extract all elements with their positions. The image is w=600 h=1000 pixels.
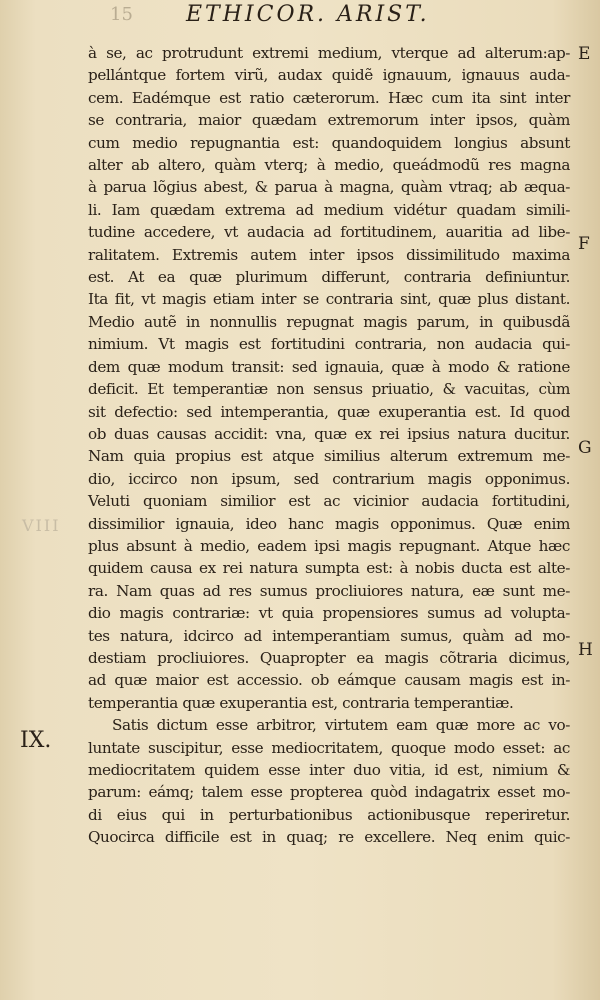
text-line: luntate suscipitur, esse mediocritatem, quoque modo esset: ac: [88, 738, 570, 757]
text-line: deficit. Et temperantiæ non sensus priuatio, & vacuitas, cùm: [88, 380, 570, 399]
text-line: dio magis contrariæ: vt quia propensiores sumus ad volupta-: [88, 604, 570, 623]
text-line: parum: eámq; talem esse propterea quòd indagatrix esset mo-: [88, 783, 570, 802]
chapter-number: IX.: [20, 728, 52, 753]
text-line: dio, iccirco non ipsum, sed contrarium magis opponimus.: [88, 469, 570, 488]
text-line: quidem causa ex rei natura sumpta est: à nobis ducta est alte-: [88, 559, 570, 578]
text-line: destiam procliuiores. Quapropter ea magis cõtraria dicimus,: [88, 648, 570, 667]
text-line: mediocritatem quidem esse inter duo vitia, id est, nimium &: [88, 761, 570, 779]
text-line: Nam quia propius est atque similius alterum extremum me-: [88, 447, 570, 466]
text-line: Ita fit, vt magis etiam inter se contraria sint, quæ plus distant.: [88, 290, 570, 309]
margin-letter-f: F: [578, 234, 590, 254]
show-through-numeral: VIII: [22, 516, 61, 535]
text-line: ralitatem. Extremis autem inter ipsos dissimilitudo maxima: [88, 245, 570, 264]
text-line: ad quæ maior est accessio. ob eámque causam magis est in-: [88, 671, 570, 690]
text-line: sit defectio: sed intemperantia, quæ exuperantia est. Id quod: [88, 402, 570, 421]
text-line: dem quæ modum transit: sed ignauia, quæ à modo & ratione: [88, 357, 570, 376]
text-line: tes natura, idcirco ad intemperantiam sumus, quàm ad mo-: [88, 626, 570, 645]
text-line: se contraria, maior quædam extremorum inter ipsos, quàm: [88, 111, 570, 130]
text-line: dissimilior ignauia, ideo hanc magis opponimus. Quæ enim: [88, 514, 570, 533]
text-line: ra. Nam quas ad res sumus procliuiores natura, eæ sunt me-: [88, 581, 570, 600]
margin-letter-h: H: [578, 640, 593, 660]
page-number: 15: [110, 4, 133, 25]
text-line: Veluti quoniam similior est ac vicinior audacia fortitudini,: [88, 492, 570, 511]
text-line: Satis dictum esse arbitror, virtutem eam quæ more ac vo-: [112, 716, 570, 735]
text-line: ob duas causas accidit: vna, quæ ex rei ipsius natura ducitur.: [88, 424, 570, 443]
text-line: cum medio repugnantia est: quandoquidem longius absunt: [88, 133, 570, 152]
text-line: temperantia quæ exuperantia est, contraria temperantiæ.: [88, 693, 514, 712]
text-line: tudine accedere, vt audacia ad fortitudinem, auaritia ad libe-: [88, 223, 570, 242]
text-line: plus absunt à medio, eadem ipsi magis repugnant. Atque hæc: [88, 536, 570, 555]
text-line: cem. Eadémque est ratio cæterorum. Hæc cum ita sint inter: [88, 88, 570, 107]
text-line: di eius qui in perturbationibus actionibusque reperiretur.: [88, 805, 570, 824]
text-line: nimium. Vt magis est fortitudini contraria, non audacia qui-: [88, 335, 570, 354]
body-text: [88, 42, 570, 849]
running-head: ETHICOR. ARIST.: [186, 2, 430, 27]
text-line: Quocirca difficile est in quaq; re excellere. Neq enim quic-: [88, 828, 570, 847]
margin-letter-e: E: [578, 44, 591, 64]
text-line: à se, ac protrudunt extremi medium, vterque ad alterum:ap-: [88, 44, 570, 62]
margin-letter-g: G: [578, 438, 592, 458]
text-line: pellántque fortem virũ, audax quidẽ ignauum, ignauus auda-: [88, 66, 570, 85]
text-line: li. Iam quædam extrema ad medium vidétur quadam simili-: [88, 200, 570, 219]
text-line: Medio autẽ in nonnullis repugnat magis parum, in quibusdã: [88, 312, 570, 331]
text-line: est. At ea quæ plurimum differunt, contraria definiuntur.: [88, 268, 570, 287]
text-line: à parua lõgius abest, & parua à magna, quàm vtraq; ab æqua-: [88, 178, 570, 197]
text-line: alter ab altero, quàm vterq; à medio, queádmodũ res magna: [88, 156, 570, 175]
